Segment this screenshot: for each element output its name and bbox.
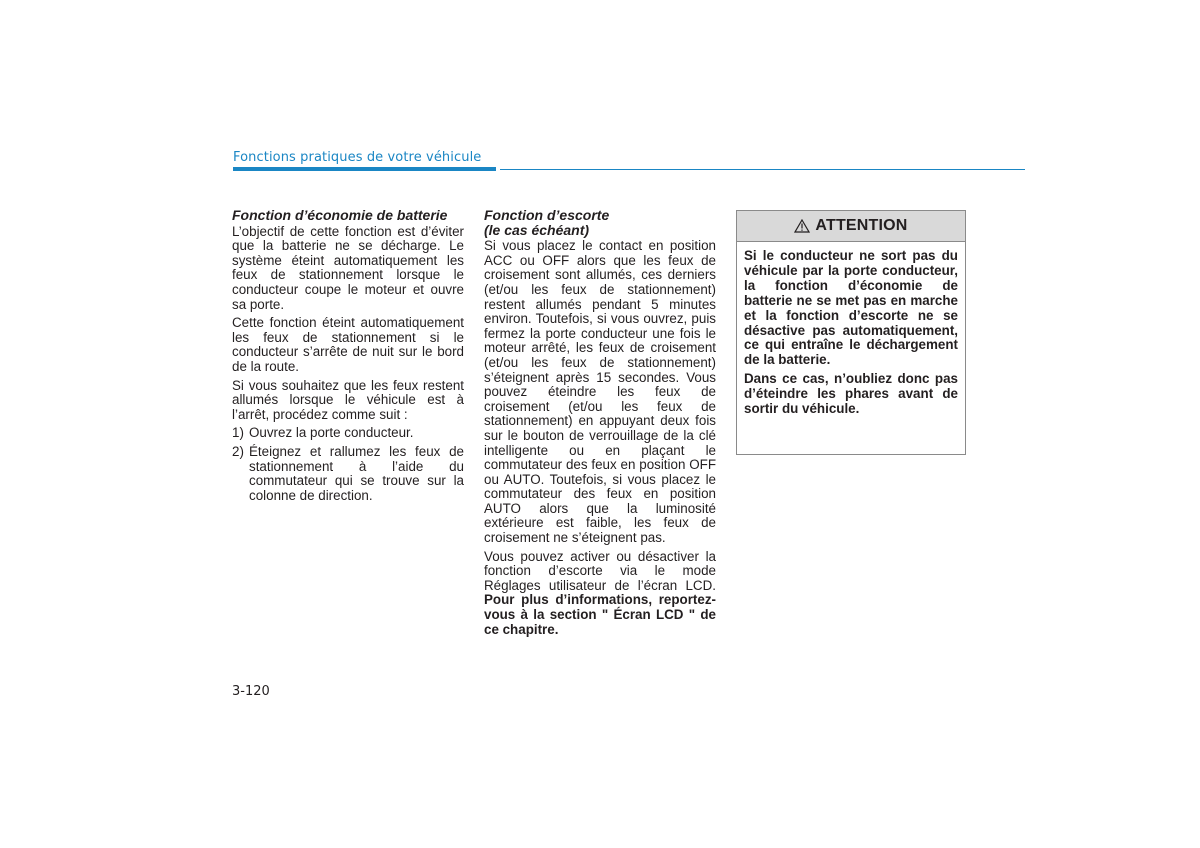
procedure-step	[232, 426, 464, 441]
escort-reference-text: Pour plus d’informations, reportez-vous à la section " Écran LCD " de ce chapitre.	[484, 592, 716, 637]
procedure-step	[232, 445, 464, 503]
battery-saver-paragraph: Cette fonction éteint automatiquement les feux de stationnement si le conducteur s’arrête de nuit sur le bord de la route.	[232, 315, 464, 374]
attention-box	[736, 210, 966, 455]
column-battery-saver	[232, 208, 464, 507]
escort-heading-note: (le cas échéant)	[484, 221, 590, 238]
attention-title: ATTENTION	[815, 217, 908, 234]
step-number: 2)	[232, 443, 244, 459]
section-title: Fonctions pratiques de votre véhicule	[233, 150, 482, 165]
escort-heading: Fonction d’escorte	[484, 207, 610, 223]
attention-paragraph: Dans ce cas, n’oubliez donc pas d’éteindre les phares avant de sortir du véhicule.	[744, 371, 958, 417]
escort-lcd-text: Vous pouvez activer ou désactiver la fonction d’escorte via le mode Réglages utilisateur de l’écran LCD.	[484, 548, 716, 593]
battery-saver-paragraph: Si vous souhaitez que les feux restent allumés lorsque le véhicule est à l’arrêt, procédez comme suit :	[232, 377, 464, 422]
escort-paragraph: Si vous placez le contact en position ACC ou OFF alors que les feux de croisement sont allumés, ces derniers (et/ou les feux de stationnement) restent allumés pendant 5 minutes environ. Toutefois, si vous ouvrez, puis fermez la porte conducteur une fois le moteur arrêté, les feux de croisement (et/ou les feux de stationnement) s’éteignent après 15 secondes. Vous pouvez éteindre les feux de croisement (et/ou les feux de stationnement) en appuyant deux fois sur le bouton de verrouillage de la clé intelligente ou en plaçant le commutateur des feux en position OFF ou AUTO. Toutefois, si vous placez le commutateur des feux en position AUTO alors que la luminosité extérieure est faible, les feux de croisement ne s’éteignent pas.	[484, 238, 716, 546]
column-escort-function	[484, 208, 716, 641]
battery-saver-heading: Fonction d’économie de batterie	[232, 207, 448, 223]
step-text: Éteignez et rallumez les feux de stationnement à l’aide du commutateur qui se trouve sur la colonne de direction.	[249, 443, 464, 503]
attention-body	[737, 242, 965, 417]
battery-saver-paragraph: L’objectif de cette fonction est d’éviter que la batterie ne se décharge. Le système éteint automatiquement les feux de stationnement lorsque le conducteur coupe le moteur et ouvre sa porte.	[232, 223, 464, 312]
header-rule-thick	[233, 167, 496, 171]
attention-header	[737, 211, 965, 242]
header-rule-thin	[500, 169, 1025, 170]
step-number: 1)	[232, 425, 244, 441]
page-number: 3-120	[232, 684, 270, 699]
attention-paragraph: Si le conducteur ne sort pas du véhicule par la porte conducteur, la fonction d’économie de batterie ne se met pas en marche et la fonction d’escorte ne se désactive pas automatiquement, ce qui entraîne le déchargement de la batterie.	[744, 248, 958, 368]
escort-paragraph	[484, 550, 716, 638]
warning-triangle-icon	[794, 219, 810, 233]
step-text: Ouvrez la porte conducteur.	[249, 425, 414, 441]
